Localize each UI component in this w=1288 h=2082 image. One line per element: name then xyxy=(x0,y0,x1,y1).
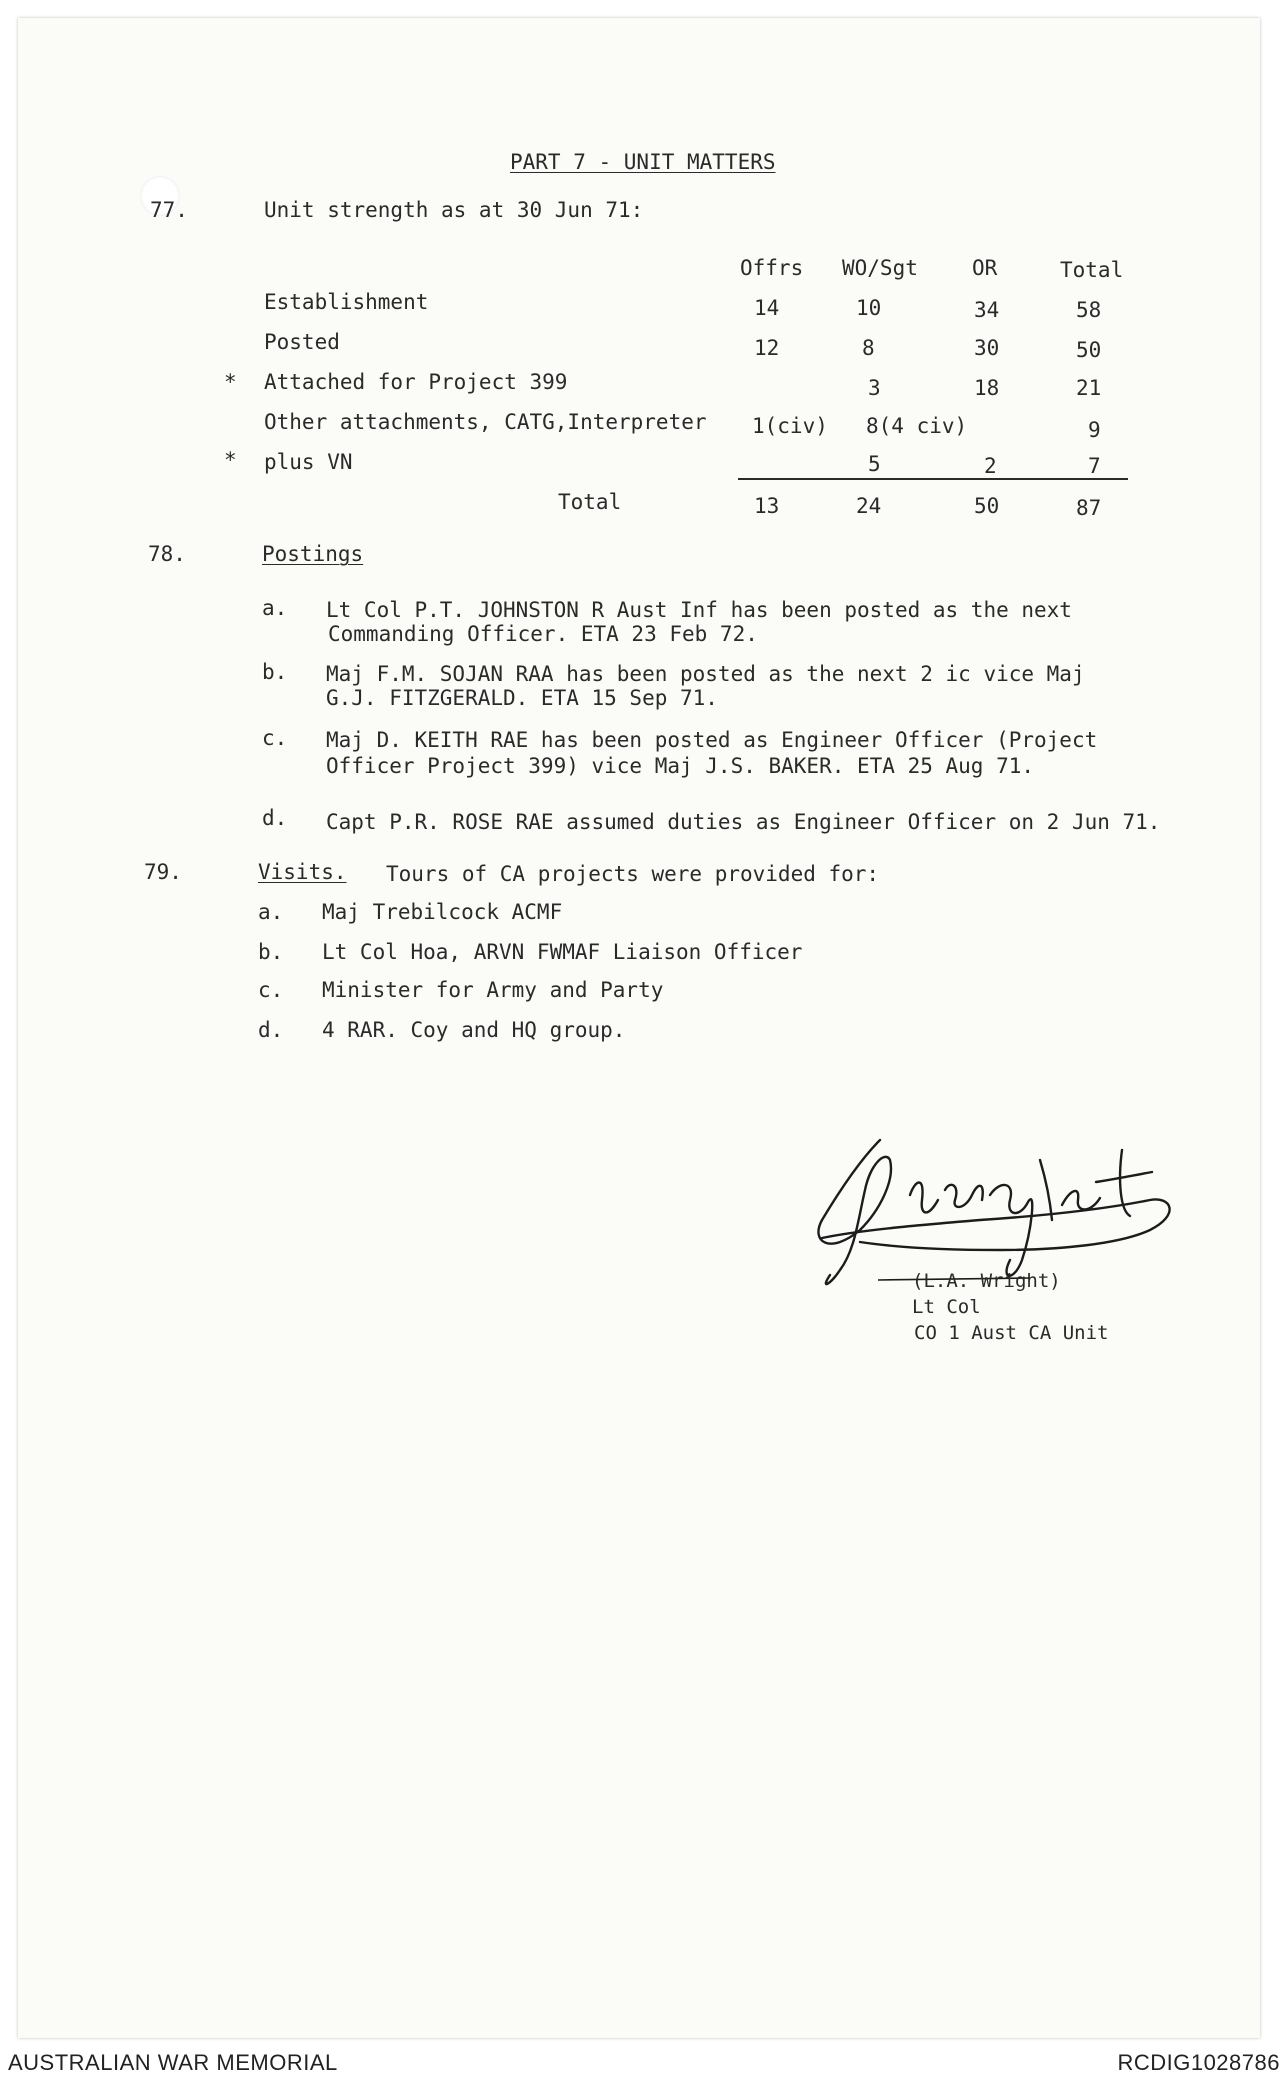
table-row-label: Establishment xyxy=(264,290,429,314)
table-cell-total: 21 xyxy=(1076,376,1102,400)
table-cell-wo-sgt: 10 xyxy=(856,296,882,320)
table-total-label: Total xyxy=(558,490,622,514)
posting-item-line: Officer Project 399) vice Maj J.S. BAKER. ETA 25 Aug 71. xyxy=(326,754,1035,778)
table-cell-or: 18 xyxy=(974,376,1000,400)
footer-right: RCDIG1028786 xyxy=(1117,2050,1280,2075)
table-header-total: Total xyxy=(1060,258,1124,282)
page-title: PART 7 - UNIT MATTERS xyxy=(510,150,776,174)
posting-item-letter: d. xyxy=(262,806,288,830)
table-header-wo-sgt: WO/Sgt xyxy=(842,256,918,280)
table-cell-or: 34 xyxy=(974,298,1000,322)
handwritten-signature xyxy=(800,1120,1180,1340)
document-page xyxy=(18,18,1260,2038)
table-total-or: 50 xyxy=(974,494,1000,518)
table-cell-total: 9 xyxy=(1088,418,1101,442)
posting-item-line: Capt P.R. ROSE RAE assumed duties as Engineer Officer on 2 Jun 71. xyxy=(326,810,1161,834)
table-row-mark: * xyxy=(224,370,237,394)
visit-item-text: 4 RAR. Coy and HQ group. xyxy=(322,1018,626,1042)
visit-item-letter: b. xyxy=(258,940,284,964)
posting-item-line: Maj D. KEITH RAE has been posted as Engineer Officer (Project xyxy=(326,728,1098,752)
table-cell-wo-sgt: 3 xyxy=(868,376,881,400)
para-78-heading: Postings xyxy=(262,542,364,566)
posting-item-letter: c. xyxy=(262,726,288,750)
signature-name: (L.A. Wright) xyxy=(912,1270,1061,1292)
para-78-number: 78. xyxy=(148,542,186,566)
visit-item-text: Maj Trebilcock ACMF xyxy=(322,900,563,924)
visit-item-text: Lt Col Hoa, ARVN FWMAF Liaison Officer xyxy=(322,940,803,964)
posting-item-line: Maj F.M. SOJAN RAA has been posted as the next 2 ic vice Maj xyxy=(326,662,1085,686)
table-total-wo-sgt: 24 xyxy=(856,494,882,518)
posting-item-line: Lt Col P.T. JOHNSTON R Aust Inf has been posted as the next xyxy=(326,598,1072,622)
visit-item-letter: c. xyxy=(258,978,284,1002)
para-79-heading: Visits. xyxy=(258,860,347,884)
table-cell-total: 7 xyxy=(1088,454,1101,478)
table-total-rule xyxy=(738,478,1128,480)
table-total-offrs: 13 xyxy=(754,494,780,518)
table-cell-offrs: 14 xyxy=(754,296,780,320)
table-cell-offrs: 1(civ) xyxy=(752,414,828,438)
visit-item-letter: d. xyxy=(258,1018,284,1042)
posting-item-letter: b. xyxy=(262,660,288,684)
table-cell-total: 58 xyxy=(1076,298,1102,322)
table-cell-wo-sgt: 8 xyxy=(862,336,875,360)
table-cell-offrs: 12 xyxy=(754,336,780,360)
table-row-mark: * xyxy=(224,448,237,472)
visit-item-letter: a. xyxy=(258,900,284,924)
table-cell-total: 50 xyxy=(1076,338,1102,362)
table-row-label: plus VN xyxy=(264,450,353,474)
para-77-intro: Unit strength as at 30 Jun 71: xyxy=(264,198,644,222)
table-cell-or: 30 xyxy=(974,336,1000,360)
footer-left: AUSTRALIAN WAR MEMORIAL xyxy=(8,2050,338,2075)
visit-item-text: Minister for Army and Party xyxy=(322,978,664,1002)
para-79-intro: Tours of CA projects were provided for: xyxy=(386,862,880,886)
table-row-label: Other attachments, CATG,Interpreter xyxy=(264,410,707,434)
signature-rank: Lt Col xyxy=(912,1296,981,1318)
table-header-offrs: Offrs xyxy=(740,256,804,280)
para-77-number: 77. xyxy=(150,198,188,222)
table-total-total: 87 xyxy=(1076,496,1102,520)
table-row-label: Attached for Project 399 xyxy=(264,370,568,394)
posting-item-line: Commanding Officer. ETA 23 Feb 72. xyxy=(328,622,758,646)
para-79-number: 79. xyxy=(144,860,182,884)
table-header-or: OR xyxy=(972,256,998,280)
signature-appointment: CO 1 Aust CA Unit xyxy=(914,1322,1109,1344)
table-row-label: Posted xyxy=(264,330,340,354)
table-cell-wo-sgt: 5 xyxy=(868,452,881,476)
table-cell-wo-sgt: 8(4 civ) xyxy=(866,414,968,438)
table-cell-or: 2 xyxy=(984,454,997,478)
posting-item-letter: a. xyxy=(262,596,288,620)
posting-item-line: G.J. FITZGERALD. ETA 15 Sep 71. xyxy=(326,686,718,710)
